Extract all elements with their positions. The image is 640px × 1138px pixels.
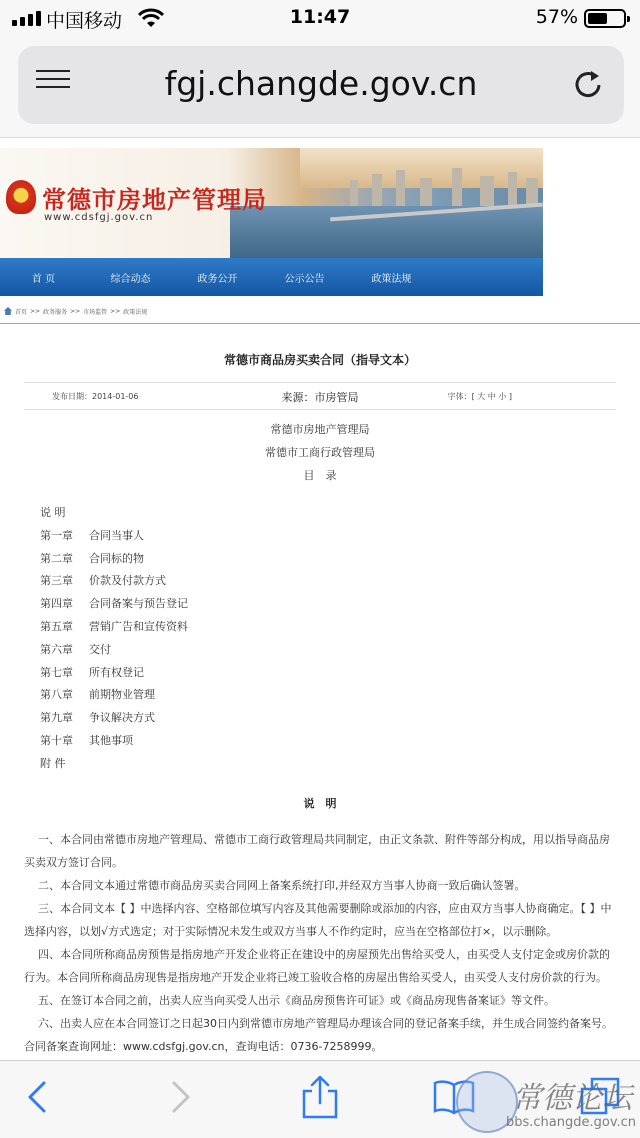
toc-title: 其他事项 — [89, 733, 133, 747]
breadcrumb-separator: >> — [110, 307, 121, 315]
breadcrumb-home[interactable]: 首页 — [15, 308, 28, 316]
article-meta — [24, 382, 616, 410]
nav-item-announcements[interactable]: 公示公告 — [284, 273, 325, 285]
toc-chapter: 第五章 — [40, 619, 73, 633]
breadcrumb-policies[interactable]: 政策法规 — [123, 308, 148, 316]
browser-toolbar — [0, 1060, 640, 1138]
article-body — [24, 828, 616, 1058]
toc-title: 争议解决方式 — [89, 711, 155, 725]
toc-item — [40, 641, 188, 664]
share-icon[interactable] — [298, 1075, 342, 1119]
issuer-2: 常德市工商行政管理局 — [265, 446, 375, 459]
battery-percent: 57% — [535, 6, 578, 28]
back-icon[interactable] — [16, 1075, 60, 1119]
divider — [0, 323, 640, 324]
breadcrumb — [4, 304, 147, 318]
clock: 11:47 — [289, 6, 351, 28]
watermark-url: bbs.changde.gov.cn — [506, 1115, 637, 1130]
banner-url: www.cdsfgj.gov.cn — [44, 212, 154, 223]
toc-item — [40, 504, 188, 527]
toc-item — [40, 755, 188, 778]
carrier-name: 中国移动 — [46, 10, 123, 32]
national-emblem-icon — [6, 180, 36, 214]
toc-title: 合同备案与预告登记 — [89, 597, 188, 611]
toc-chapter: 第八章 — [40, 688, 73, 702]
toc-chapter: 说 明 — [40, 506, 66, 519]
article-title: 常德市商品房买卖合同（指导文本） — [223, 353, 416, 367]
breadcrumb-separator: >> — [70, 307, 81, 315]
table-of-contents — [40, 504, 188, 778]
toc-heading: 目 录 — [303, 469, 337, 482]
toc-item — [40, 686, 188, 709]
toc-chapter: 第七章 — [40, 665, 73, 679]
paragraph: 二、本合同文本通过常德市商品房买卖合同网上备案系统打印,并经双方当事人协商一致后确认签署。 — [38, 879, 526, 892]
toc-chapter: 第六章 — [40, 642, 73, 656]
toc-item — [40, 664, 188, 687]
toc-title: 价款及付款方式 — [89, 574, 166, 588]
toc-title: 所有权登记 — [89, 665, 144, 679]
home-icon — [4, 307, 12, 315]
paragraph: 一、本合同由常德市房地产管理局、常德市工商行政管理局共同制定，由正文条款、附件等部分构成，用以指导商品房买卖双方签订合同。 — [24, 833, 610, 869]
toc-item — [40, 732, 188, 755]
breadcrumb-services[interactable]: 政务服务 — [43, 308, 68, 316]
toc-item — [40, 572, 188, 595]
toc-item — [40, 595, 188, 618]
article-source: 来源：市房管局 — [281, 391, 359, 404]
toc-item — [40, 709, 188, 732]
issuer-1: 常德市房地产管理局 — [270, 423, 370, 436]
paragraph: 四、本合同所称商品房预售是指房地产开发企业将正在建设中的房屋预先出售给买受人，由买受人支付定金或房价款的行为。本合同所称商品房现售是指房地产开发企业将已竣工验收合格的房屋出售给买受人，由买受人支付房价款的行为。 — [24, 948, 610, 984]
breadcrumb-separator: >> — [30, 307, 41, 315]
publish-date: 发布日期：2014-01-06 — [52, 392, 139, 401]
nav-item-policies[interactable]: 政策法规 — [371, 273, 412, 285]
web-page — [0, 138, 640, 1060]
nav-item-home[interactable]: 首 页 — [31, 273, 56, 285]
url-text[interactable]: fgj.changde.gov.cn — [164, 64, 478, 103]
toc-chapter: 第四章 — [40, 597, 73, 611]
toc-chapter: 第九章 — [40, 711, 73, 725]
section-heading: 说 明 — [303, 797, 337, 810]
toc-chapter: 第十章 — [40, 733, 73, 747]
banner-title: 常德市房地产管理局 — [42, 186, 267, 214]
paragraph: 三、本合同文本【 】中选择内容、空格部位填写内容及其他需要删除或添加的内容，应由双方当事人协商确定。【 】中选择内容，以划√方式选定；对于实际情况未发生或双方当事人不作约定时，应当在空格部位打×，以示删除。 — [24, 902, 612, 938]
toc-chapter: 第三章 — [40, 574, 73, 588]
url-field[interactable] — [18, 46, 624, 124]
toc-chapter: 第一章 — [40, 528, 73, 542]
paragraph: 五、在签订本合同之前，出卖人应当向买受人出示《商品房预售许可证》或《商品房现售备案证》等文件。 — [38, 994, 555, 1007]
watermark-text: 常德论坛 — [512, 1081, 632, 1116]
main-nav — [0, 258, 543, 296]
toc-item — [40, 527, 188, 550]
status-bar — [0, 0, 640, 36]
browser-address-area — [0, 36, 640, 138]
reload-icon[interactable] — [572, 68, 604, 100]
toc-item — [40, 618, 188, 641]
breadcrumb-market[interactable]: 市场监管 — [83, 308, 108, 316]
toc-chapter: 第二章 — [40, 551, 73, 565]
paragraph: 六、出卖人应在本合同签订之日起30日内到常德市房地产管理局办理该合同的登记备案手续，并生成合同签约备案号。合同备案查询网址：www.cdsfgj.gov.cn，查询电话：0736-7258999。 — [24, 1017, 613, 1053]
toc-title: 合同标的物 — [89, 551, 144, 565]
toc-title: 营销广告和宣传资料 — [89, 619, 188, 633]
battery-icon — [584, 9, 626, 28]
toc-title: 合同当事人 — [89, 528, 144, 542]
site-banner — [0, 148, 543, 258]
toc-title: 交付 — [89, 642, 111, 656]
toc-chapter: 附 件 — [40, 756, 66, 770]
nav-item-news[interactable]: 综合动态 — [110, 273, 151, 285]
forward-icon[interactable] — [158, 1075, 202, 1119]
toc-title: 前期物业管理 — [89, 688, 155, 702]
nav-item-public-affairs[interactable]: 政务公开 — [197, 273, 238, 285]
toc-item — [40, 550, 188, 573]
font-size-control[interactable]: 字体：[ 大 中 小 ] — [447, 392, 512, 401]
